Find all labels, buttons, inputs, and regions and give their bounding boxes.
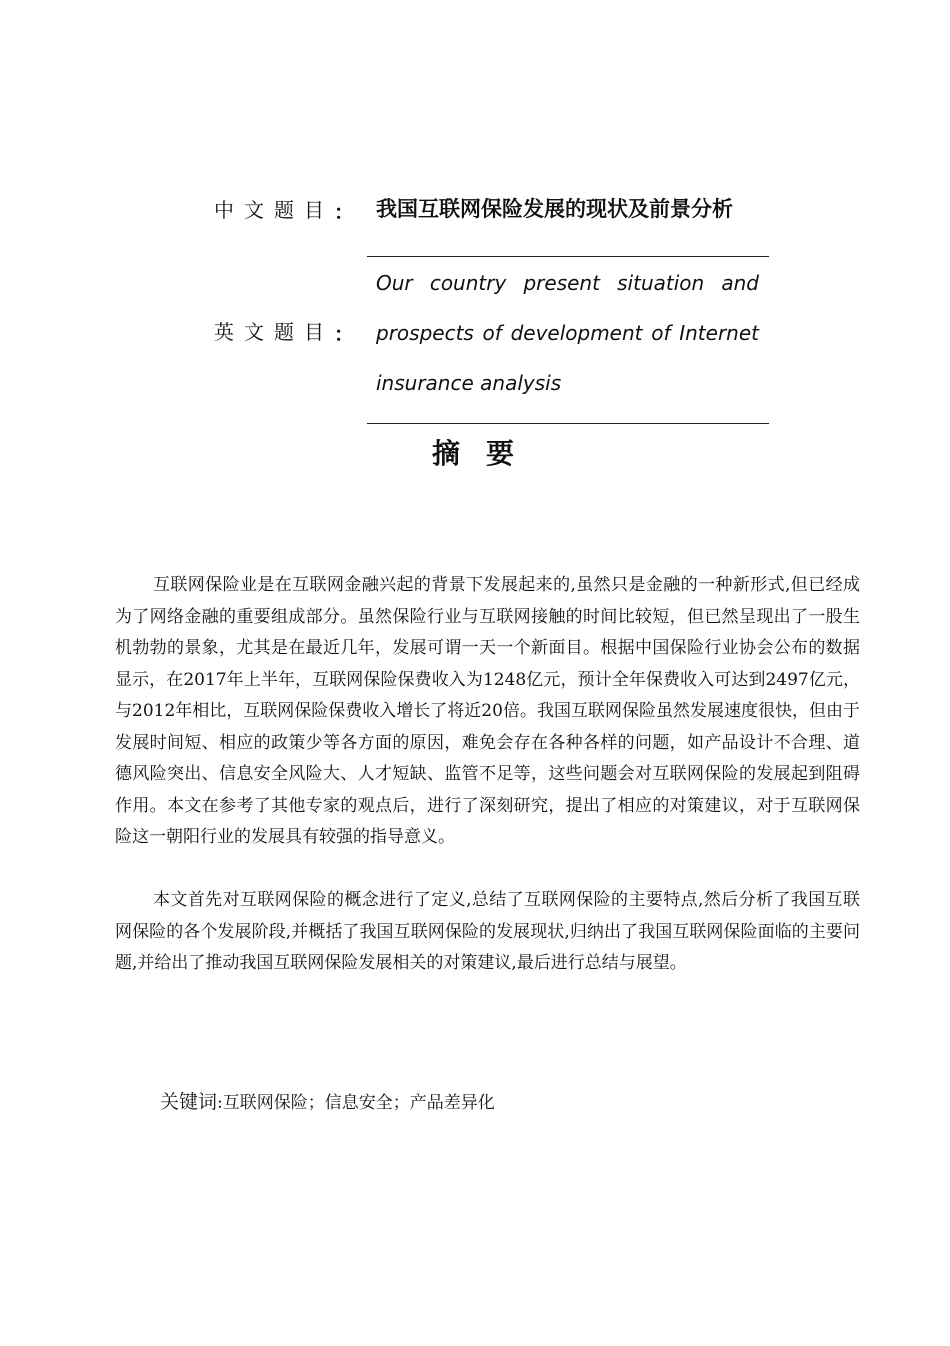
abstract-paragraph: 本文首先对互联网保险的概念进行了定义,总结了互联网保险的主要特点,然后分析了我国互联网保险的各个发展阶段,并概括了我国互联网保险的发展现状,归纳出了我国互联网保险面临的主要问题,并给出了推动我国互联网保险发展相关的对策建议,最后进行总结与展望。	[115, 890, 860, 973]
title-divider-bottom	[367, 423, 769, 424]
chinese-title-colon: ：	[334, 200, 354, 224]
chinese-title-label: 中文题目	[214, 198, 334, 222]
keywords-line	[160, 1087, 495, 1114]
keywords-text: 互联网保险；信息安全；产品差异化	[222, 1093, 495, 1113]
abstract-heading: 摘要	[431, 437, 540, 470]
abstract-paragraph: 互联网保险业是在互联网金融兴起的背景下发展起来的,虽然只是金融的一种新形式,但已经成为了网络金融的重要组成部分。虽然保险行业与互联网接触的时间比较短，但已然呈现出了一股生机勃勃的景象，尤其是在最近几年，发展可谓一天一个新面目。根据中国保险行业协会公布的数据显示，在2017年上半年，互联网保险保费收入为1248亿元，预计全年保费收入可达到2497亿元，与2012年相比，互联网保险保费收入增长了将近20倍。我国互联网保险虽然发展速度很快，但由于发展时间短、相应的政策少等各方面的原因，难免会存在各种各样的问题，如产品设计不合理、道德风险突出、信息安全风险大、人才短缺、监管不足等，这些问题会对互联网保险的发展起到阻碍作用。本文在参考了其他专家的观点后，进行了深刻研究，提出了相应的对策建议，对于互联网保险这一朝阳行业的发展具有较强的指导意义。	[115, 575, 860, 847]
title-divider-top	[367, 256, 769, 257]
chinese-title: 我国互联网保险发展的现状及前景分析	[376, 197, 733, 221]
english-title: Our country present situation and prospects of development of Internet insurance analysis	[376, 271, 759, 395]
keywords-separator: :	[217, 1093, 223, 1113]
keywords-label: 关键词	[160, 1091, 218, 1113]
english-title-colon: ：	[334, 322, 354, 346]
english-title-label: 英文题目	[214, 320, 334, 344]
